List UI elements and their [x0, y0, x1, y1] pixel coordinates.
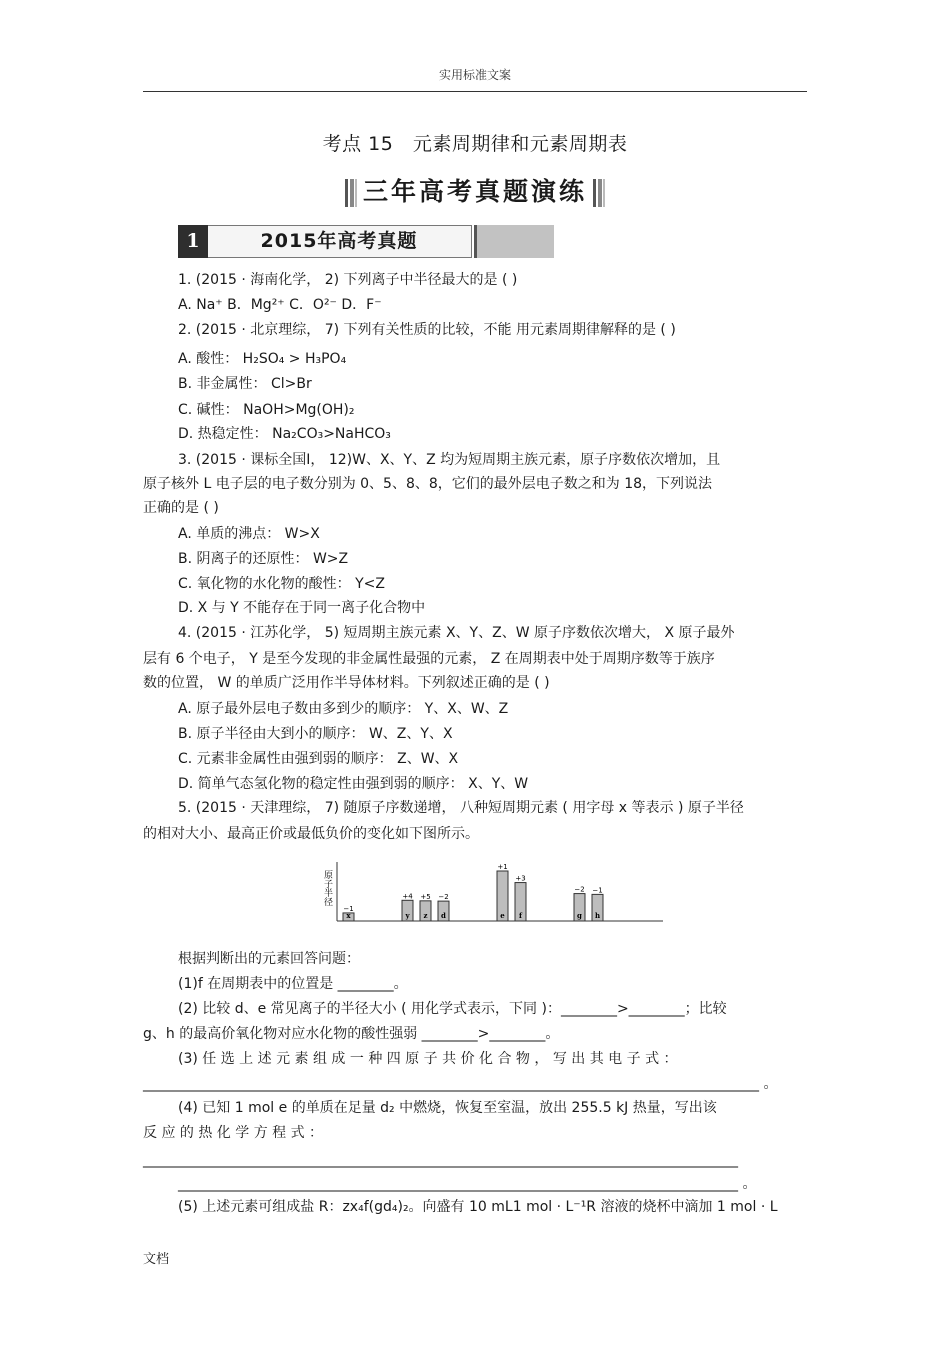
section-label: 2015年高考真题 — [260, 230, 418, 252]
q5-stem-2: 的相对大小、最高正价或最低负价的变化如下图所示。 — [143, 826, 479, 842]
q2-option-c: C. 碱性： NaOH>Mg(OH)₂ — [178, 402, 355, 418]
q2-option-d: D. 热稳定性： Na₂CO₃>NaHCO₃ — [178, 426, 391, 442]
chart-category-label-h: h — [594, 911, 601, 920]
chart-valence-label-e: +1 — [497, 863, 508, 871]
radius-chart — [318, 858, 666, 926]
q5-intro: 根据判断出的元素回答问题： — [178, 951, 360, 967]
q4-option-b: B. 原子半径由大到小的顺序： W、Z、Y、X — [178, 726, 453, 742]
q5-part4-line2: 反 应 的 热 化 学 方 程 式 ： — [143, 1125, 324, 1141]
banner-right-bars — [593, 179, 605, 207]
page-title: 考点 15 元素周期律和元素周期表 — [322, 133, 628, 155]
chart-category-label-e: e — [500, 911, 505, 920]
q3-stem-3: 正确的是 ( ) — [143, 500, 219, 516]
q4-stem-1: 4. (2015 · 江苏化学， 5) 短周期主族元素 X、Y、Z、W 原子序数依次增大， X 原子最外 — [178, 625, 735, 641]
q4-stem-3: 数的位置， W 的单质广泛用作半导体材料。下列叙述正确的是 ( ) — [143, 675, 550, 691]
banner-left-bars — [345, 179, 357, 207]
q3-option-b: B. 阴离子的还原性： W>Z — [178, 551, 349, 567]
chart-valence-label-f: +3 — [515, 874, 526, 883]
page-header: 实用标准文案 — [438, 68, 511, 82]
q5-part4-answer-1: _____________________________________________________________________________________ — [143, 1152, 738, 1168]
q5-part2-line1: (2) 比较 d、e 常见离子的半径大小 ( 用化学式表示，下同 )：________>________；比较 — [178, 1001, 727, 1017]
q4-stem-2: 层有 6 个电子， Y 是至今发现的非金属性最强的元素， Z 在周期表中处于周期序数等于族序 — [143, 651, 715, 667]
chart-valence-label-z: +5 — [420, 892, 431, 901]
chart-category-label-d: d — [441, 911, 446, 920]
q2-stem: 2. (2015 · 北京理综， 7) 下列有关性质的比较，不能 用元素周期律解释的是 ( ) — [178, 322, 676, 338]
q4-option-c: C. 元素非金属性由强到弱的顺序： Z、W、X — [178, 751, 459, 767]
q5-part2-line2: g、h 的最高价氧化物对应水化物的酸性强弱 ________>________。 — [143, 1026, 560, 1042]
q1-options: A. Na⁺ B．Mg²⁺ C．O²⁻ D．F⁻ — [178, 297, 382, 313]
q1-stem: 1. (2015 · 海南化学， 2) 下列离子中半径最大的是 ( ) — [178, 272, 518, 288]
radius-chart-svg — [318, 858, 666, 926]
chart-valence-label-d: −2 — [438, 893, 449, 902]
q4-option-d: D. 简单气态氢化物的稳定性由强到弱的顺序： X、Y、W — [178, 776, 529, 792]
q3-option-a: A. 单质的沸点： W>X — [178, 526, 320, 542]
banner-text: 三年高考真题演练 — [362, 177, 587, 206]
q2-option-a: A. 酸性： H₂SO₄ > H₃PO₄ — [178, 351, 347, 367]
q5-part5-line1: (5) 上述元素可组成盐 R：zx₄f(gd₄)₂。向盛有 10 mL1 mol · L⁻¹R 溶液的烧杯中滴加 1 mol · L — [178, 1199, 778, 1215]
chart-category-label-f: f — [518, 911, 523, 920]
q3-option-d: D. X 与 Y 不能存在于同一离子化合物中 — [178, 600, 426, 616]
chart-category-label-z: z — [423, 911, 428, 920]
q5-part4-answer-2: ________________________________________________________________________________ 。 — [178, 1176, 757, 1192]
chart-category-label-y: y — [405, 911, 410, 920]
chart-category-label-g: g — [577, 911, 582, 920]
q2-option-b: B. 非金属性： Cl>Br — [178, 376, 312, 392]
header-rule — [143, 91, 807, 92]
page-footer: 文档 — [143, 1252, 170, 1267]
section-number: 1 — [178, 225, 208, 258]
q3-stem-1: 3. (2015 · 课标全国Ⅰ， 12)W、X、Y、Z 均为短周期主族元素，原子序数依次增加，且 — [178, 452, 721, 468]
chart-valence-label-h: −1 — [592, 886, 603, 895]
chart-valence-label-y: +4 — [402, 892, 413, 901]
q5-part4-line1: (4) 已知 1 mol e 的单质在足量 d₂ 中燃烧，恢复至室温，放出 255.5 kJ 热量，写出该 — [178, 1100, 717, 1116]
q4-option-a: A. 原子最外层电子数由多到少的顺序： Y、X、W、Z — [178, 701, 509, 717]
q3-stem-2: 原子核外 L 电子层的电子数分别为 0、5、8、8，它们的最外层电子数之和为 18，下列说法 — [143, 476, 713, 492]
q5-stem-1: 5. (2015 · 天津理综， 7) 随原子序数递增， 八种短周期元素 ( 用字母 x 等表示 ) 原子半径 — [178, 800, 744, 816]
section-gray-tab — [474, 225, 554, 258]
q5-part3-answer: ________________________________________________________________________________________ 。 — [143, 1076, 778, 1092]
q5-part3-line1: (3) 任 选 上 述 元 素 组 成 一 种 四 原 子 共 价 化 合 物 ， 写 出 其 电 子 式 ： — [178, 1051, 678, 1067]
q5-part1: (1)f 在周期表中的位置是 ________。 — [178, 976, 408, 992]
chart-category-label-x: x — [346, 911, 351, 920]
q3-option-c: C. 氧化物的水化物的酸性： Y<Z — [178, 576, 385, 592]
chart-valence-label-x: −1 — [343, 904, 354, 913]
chart-ylabel: 原子半径 — [322, 870, 332, 906]
chart-valence-label-g: −2 — [574, 885, 585, 894]
banner — [0, 172, 950, 208]
